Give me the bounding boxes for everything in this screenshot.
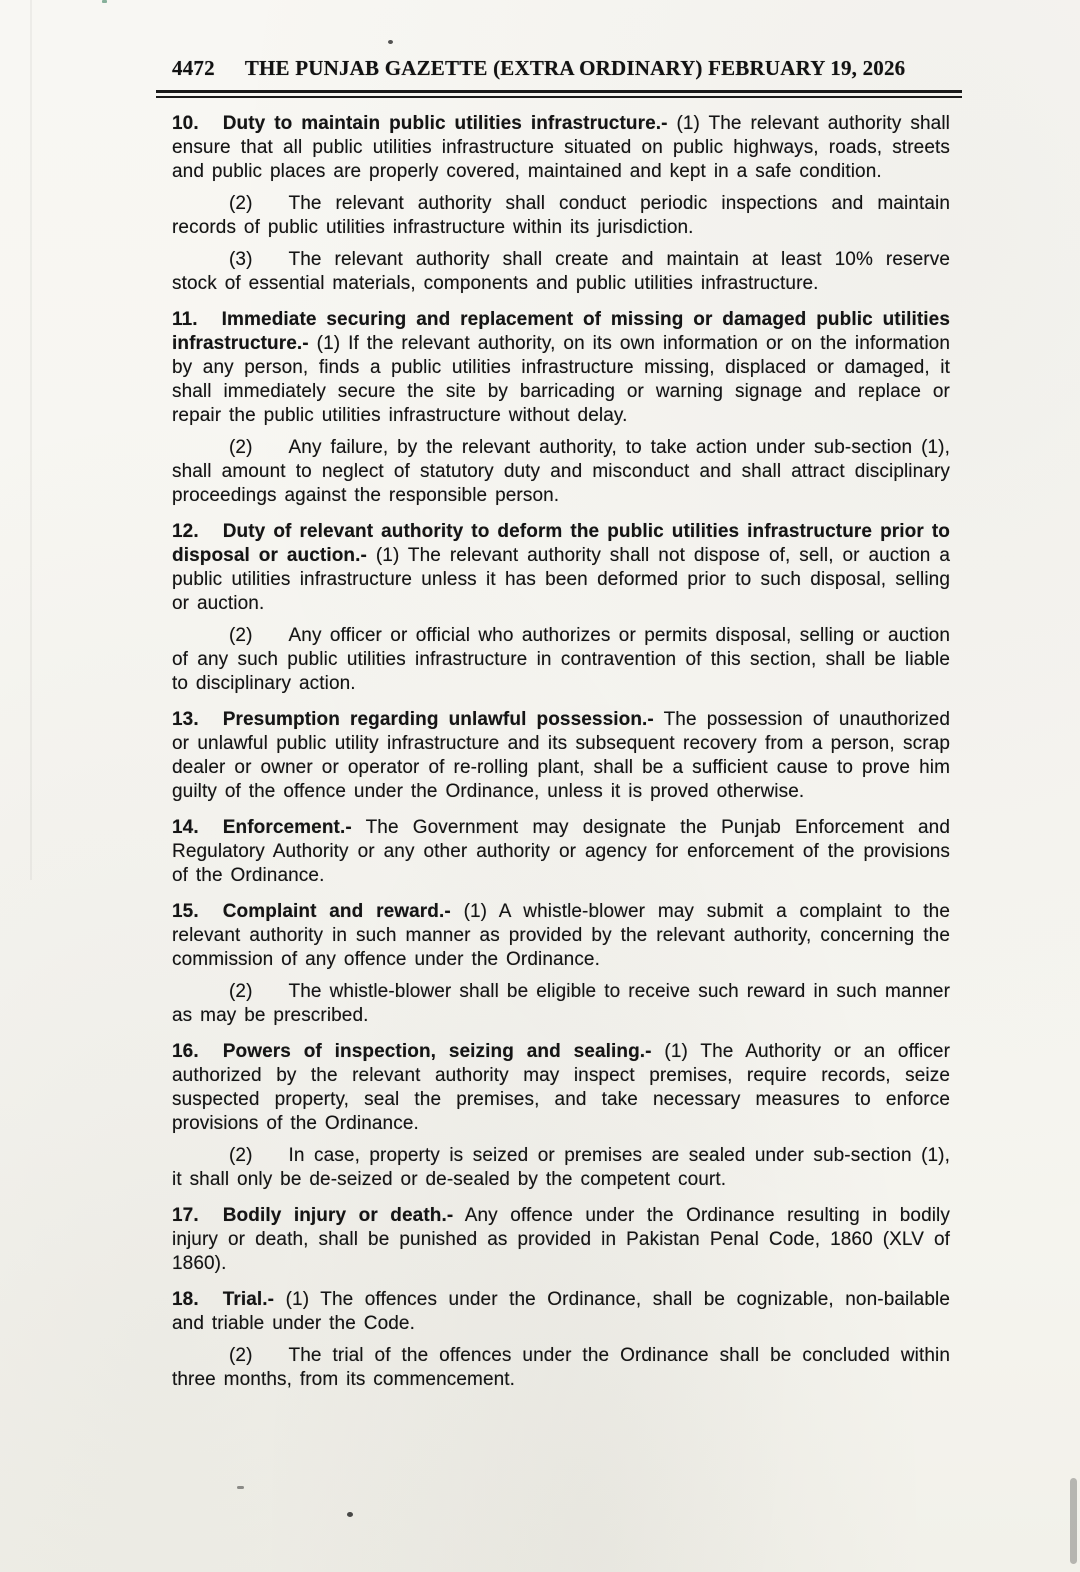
section-lead-paragraph <box>172 1204 950 1276</box>
sub-paragraph-label: (2) <box>229 193 253 214</box>
scan-speck <box>102 0 107 3</box>
sub-paragraph-text: The whistle-blower shall be eligible to receive such reward in such manner as may be prescribed. <box>172 981 950 1026</box>
section-lead-paragraph <box>172 520 950 616</box>
section-number: 14. <box>172 817 199 838</box>
section-lead-paragraph <box>172 708 950 804</box>
section-title: Duty of relevant authority to deform the public utilities infrastructure prior to disposal or auction.- <box>172 521 950 566</box>
section <box>172 816 950 888</box>
section-lead-text: Any offence under the Ordinance resulting in bodily injury or death, shall be punished as provided in Pakistan Penal Code, 1860 (XLV of 1860). <box>172 1205 950 1274</box>
page-number: 4472 <box>172 56 215 80</box>
section-number: 18. <box>172 1289 199 1310</box>
section-lead-paragraph <box>172 308 950 428</box>
section <box>172 112 950 296</box>
sub-paragraph-label: (2) <box>229 437 253 458</box>
section-number: 13. <box>172 709 199 730</box>
section <box>172 1040 950 1192</box>
section-title: Duty to maintain public utilities infrastructure.- <box>222 113 668 134</box>
section-title: Powers of inspection, seizing and sealing.- <box>222 1041 652 1062</box>
sub-paragraph <box>172 192 950 240</box>
gazette-page <box>172 56 950 1392</box>
section-lead-text: (1) If the relevant authority, on its own information or on the information by any person, finds a public utilities infrastructure missing, displaced or damaged, it shall immediately secure the site by barricading or warning signage and replace or repair the public utilities infrastructure without delay. <box>172 333 950 426</box>
section-lead-paragraph <box>172 1288 950 1336</box>
sub-paragraph <box>172 1344 950 1392</box>
sub-paragraph-text: The trial of the offences under the Ordinance shall be concluded within three months, from its commencement. <box>172 1345 950 1390</box>
section <box>172 900 950 1028</box>
section-lead-text: The Government may designate the Punjab Enforcement and Regulatory Authority or any other authority or agency for enforcement of the provisions of the Ordinance. <box>172 817 950 886</box>
sub-paragraph <box>172 1144 950 1192</box>
section-number: 12. <box>172 521 199 542</box>
section-title: Enforcement.- <box>222 817 352 838</box>
section-number: 10. <box>172 113 199 134</box>
section <box>172 308 950 508</box>
scan-speck <box>388 40 393 44</box>
section-lead-text: (1) The offences under the Ordinance, shall be cognizable, non-bailable and triable under the Code. <box>172 1289 950 1334</box>
document-body <box>172 112 950 1392</box>
scan-speck <box>237 1486 244 1489</box>
section-number: 16. <box>172 1041 199 1062</box>
section-number: 15. <box>172 901 199 922</box>
sub-paragraph <box>172 624 950 696</box>
section-lead-text: (1) The Authority or an officer authorized by the relevant authority may inspect premises, require records, seize suspected property, seal the premises, and take necessary measures to enforce provisions of the Ordinance. <box>172 1041 951 1134</box>
page-edge-shadow <box>30 0 32 880</box>
section-title: Trial.- <box>222 1289 275 1310</box>
section-lead-text: (1) The relevant authority shall not dispose of, sell, or auction a public utilities infrastructure unless it has been deformed prior to such disposal, selling or auction. <box>172 545 950 614</box>
sub-paragraph <box>172 980 950 1028</box>
section-lead-paragraph <box>172 112 950 184</box>
section <box>172 1204 950 1276</box>
section-lead-paragraph <box>172 1040 950 1136</box>
page-header <box>172 56 950 81</box>
section-lead-paragraph <box>172 900 950 972</box>
sub-paragraph-label: (2) <box>229 981 253 1002</box>
sub-paragraph-text: In case, property is seized or premises are sealed under sub-section (1), it shall only be de-seized or de-sealed by the competent court. <box>172 1145 950 1190</box>
section-lead-paragraph <box>172 816 950 888</box>
sub-paragraph-label: (2) <box>229 625 253 646</box>
section-title: Complaint and reward.- <box>222 901 451 922</box>
section-lead-text: The possession of unauthorized or unlawful public utility infrastructure and its subsequent recovery from a person, scrap dealer or owner or operator of re-rolling plant, shall be a sufficient cause to prove him guilty of the offence under the Ordinance, unless it is proved otherwise. <box>172 709 950 802</box>
section-number: 17. <box>172 1205 199 1226</box>
sub-paragraph-text: Any failure, by the relevant authority, to take action under sub-section (1), shall amount to neglect of statutory duty and misconduct and shall attract disciplinary proceedings against the responsible person. <box>172 437 950 506</box>
section-title: Immediate securing and replacement of missing or damaged public utilities infrastructure.- <box>172 309 950 354</box>
sub-paragraph-label: (2) <box>229 1145 253 1166</box>
section-title: Presumption regarding unlawful possession.- <box>222 709 654 730</box>
sub-paragraph <box>172 436 950 508</box>
header-rule <box>156 90 962 98</box>
sub-paragraph <box>172 248 950 296</box>
section-title: Bodily injury or death.- <box>222 1205 454 1226</box>
scan-speck <box>347 1512 353 1517</box>
section-lead-text: (1) A whistle-blower may submit a complaint to the relevant authority in such manner as provided by the relevant authority, concerning the commission of any offence under the Ordinance. <box>172 901 950 970</box>
sub-paragraph-text: Any officer or official who authorizes or permits disposal, selling or auction of any such public utilities infrastructure in contravention of this section, shall be liable to disciplinary action. <box>172 625 950 694</box>
section-lead-text: (1) The relevant authority shall ensure that all public utilities infrastructure situated on public highways, roads, streets and public places are properly covered, maintained and kept in a safe condition. <box>172 113 950 182</box>
section <box>172 1288 950 1392</box>
header-title: THE PUNJAB GAZETTE (EXTRA ORDINARY) FEBRUARY 19, 2026 <box>244 56 906 80</box>
scan-smudge <box>1070 1478 1077 1564</box>
sub-paragraph-text: The relevant authority shall create and maintain at least 10% reserve stock of essential materials, components and public utilities infrastructure. <box>172 249 950 294</box>
section <box>172 708 950 804</box>
section <box>172 520 950 696</box>
sub-paragraph-label: (2) <box>229 1345 253 1366</box>
sub-paragraph-text: The relevant authority shall conduct periodic inspections and maintain records of public utilities infrastructure within its jurisdiction. <box>172 193 950 238</box>
sub-paragraph-label: (3) <box>229 249 253 270</box>
section-number: 11. <box>172 309 198 330</box>
